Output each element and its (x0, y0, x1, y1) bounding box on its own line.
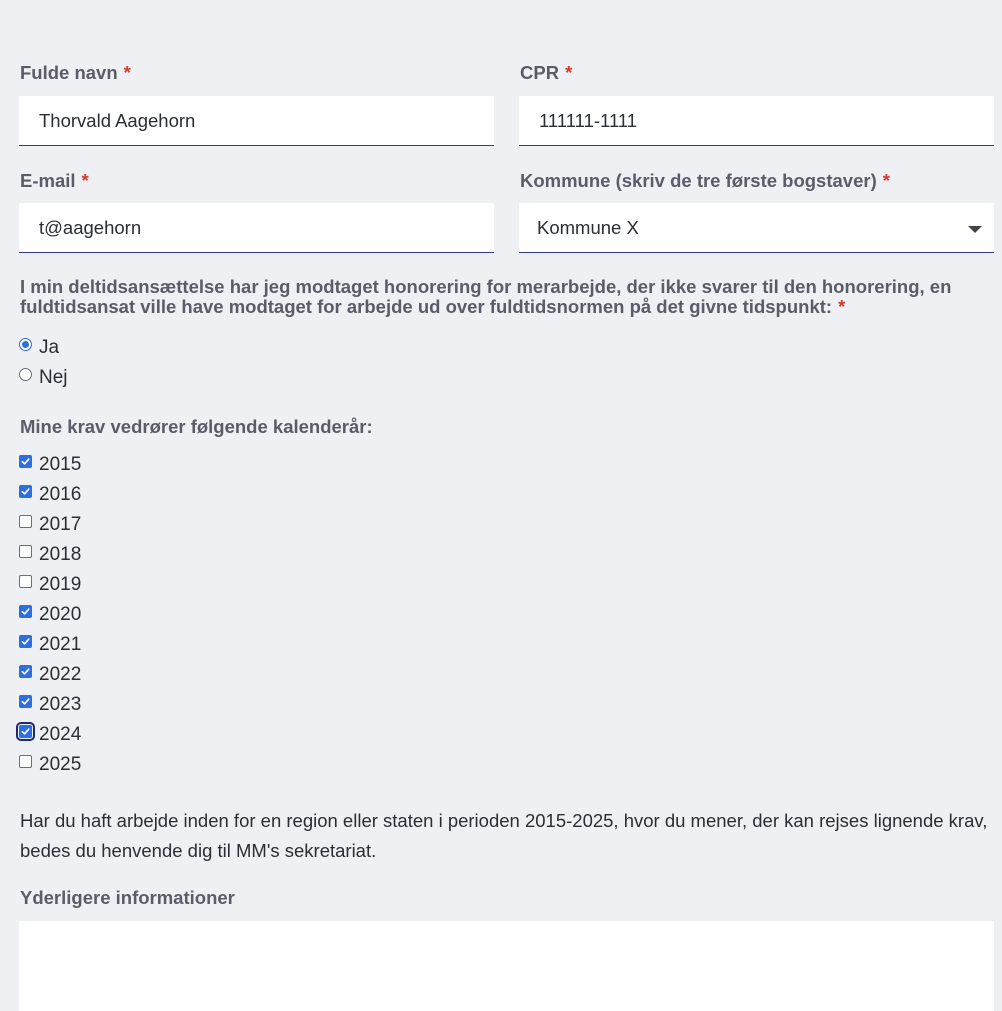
radio-label: Ja (39, 337, 60, 358)
additional-textarea[interactable] (19, 921, 994, 1011)
year-checkbox-2024[interactable] (19, 722, 81, 748)
checkmark-icon (21, 637, 30, 646)
checkbox[interactable] (19, 455, 32, 468)
year-label: 2023 (39, 694, 82, 715)
kommune-label-text: Kommune (skriv de tre første bogstaver) (520, 170, 877, 191)
email-label-text: E-mail (20, 170, 76, 191)
required-mark: * (123, 62, 131, 83)
radio-option-nej[interactable] (19, 365, 68, 391)
cpr-value: 111111-1111 (539, 110, 638, 131)
year-checkbox-2022[interactable] (19, 662, 81, 688)
radio-option-ja[interactable] (19, 335, 59, 361)
checkmark-icon (21, 727, 30, 736)
email-value: t@aagehorn (39, 217, 142, 238)
kommune-select[interactable] (519, 203, 994, 253)
years-label (20, 416, 373, 438)
year-label: 2022 (39, 664, 82, 685)
checkmark-icon (21, 667, 30, 676)
year-label: 2020 (39, 604, 82, 625)
kommune-label (520, 170, 890, 192)
cpr-label (520, 62, 572, 84)
year-checkbox-2018[interactable] (19, 542, 81, 568)
additional-label-text: Yderligere informationer (20, 887, 235, 908)
required-mark: * (838, 296, 846, 317)
required-mark: * (565, 62, 573, 83)
year-label: 2017 (39, 514, 82, 535)
email-label (20, 170, 89, 192)
name-input[interactable] (19, 96, 494, 146)
checkbox[interactable] (19, 485, 32, 498)
checkmark-icon (21, 487, 30, 496)
radio-button[interactable] (19, 338, 32, 351)
radio-label: Nej (39, 367, 68, 388)
checkbox[interactable] (19, 755, 32, 768)
info-text: Har du haft arbejde inden for en region eller staten i perioden 2015-2025, hvor du mener, der kan rejses lignende krav, bedes du henvende dig til MM's sekretariat. (20, 810, 988, 861)
years-label-text: Mine krav vedrører følgende kalenderår: (20, 416, 373, 437)
checkbox[interactable] (19, 665, 32, 678)
name-label (20, 62, 131, 84)
year-label: 2019 (39, 574, 82, 595)
checkbox[interactable] (19, 545, 32, 558)
year-label: 2015 (39, 454, 82, 475)
year-checkbox-2023[interactable] (19, 692, 81, 718)
year-checkbox-2015[interactable] (19, 452, 81, 478)
name-label-text: Fulde navn (20, 62, 118, 83)
year-checkbox-2025[interactable] (19, 752, 81, 778)
required-mark: * (81, 170, 89, 191)
year-checkbox-2017[interactable] (19, 512, 81, 538)
checkmark-icon (21, 457, 30, 466)
additional-label (20, 887, 235, 909)
checkbox[interactable] (19, 515, 32, 528)
cpr-input[interactable] (519, 96, 994, 146)
checkbox[interactable] (19, 695, 32, 708)
checkbox[interactable] (19, 725, 32, 738)
year-checkbox-2021[interactable] (19, 632, 81, 658)
cpr-label-text: CPR (520, 62, 560, 83)
checkmark-icon (21, 607, 30, 616)
radio-button[interactable] (19, 368, 32, 381)
checkbox[interactable] (19, 575, 32, 588)
kommune-value: Kommune X (537, 217, 639, 238)
checkbox[interactable] (19, 605, 32, 618)
year-label: 2021 (39, 634, 82, 655)
email-input[interactable] (19, 203, 494, 253)
year-label: 2024 (39, 724, 82, 745)
overtime-question (20, 277, 995, 317)
checkbox[interactable] (19, 635, 32, 648)
year-checkbox-2020[interactable] (19, 602, 81, 628)
overtime-question-text: I min deltidsansættelse har jeg modtaget honorering for merarbejde, der ikke svarer til den honorering, en fuldtidsansat ville have modtaget for arbejde ud over fuldtidsnormen på det givne tidspunkt: (20, 276, 952, 317)
chevron-down-icon (968, 226, 982, 233)
year-checkbox-2016[interactable] (19, 482, 81, 508)
year-checkbox-2019[interactable] (19, 572, 81, 598)
required-mark: * (882, 170, 890, 191)
year-label: 2018 (39, 544, 82, 565)
year-label: 2016 (39, 484, 82, 505)
year-label: 2025 (39, 754, 82, 775)
checkmark-icon (21, 697, 30, 706)
name-value: Thorvald Aagehorn (39, 110, 196, 131)
